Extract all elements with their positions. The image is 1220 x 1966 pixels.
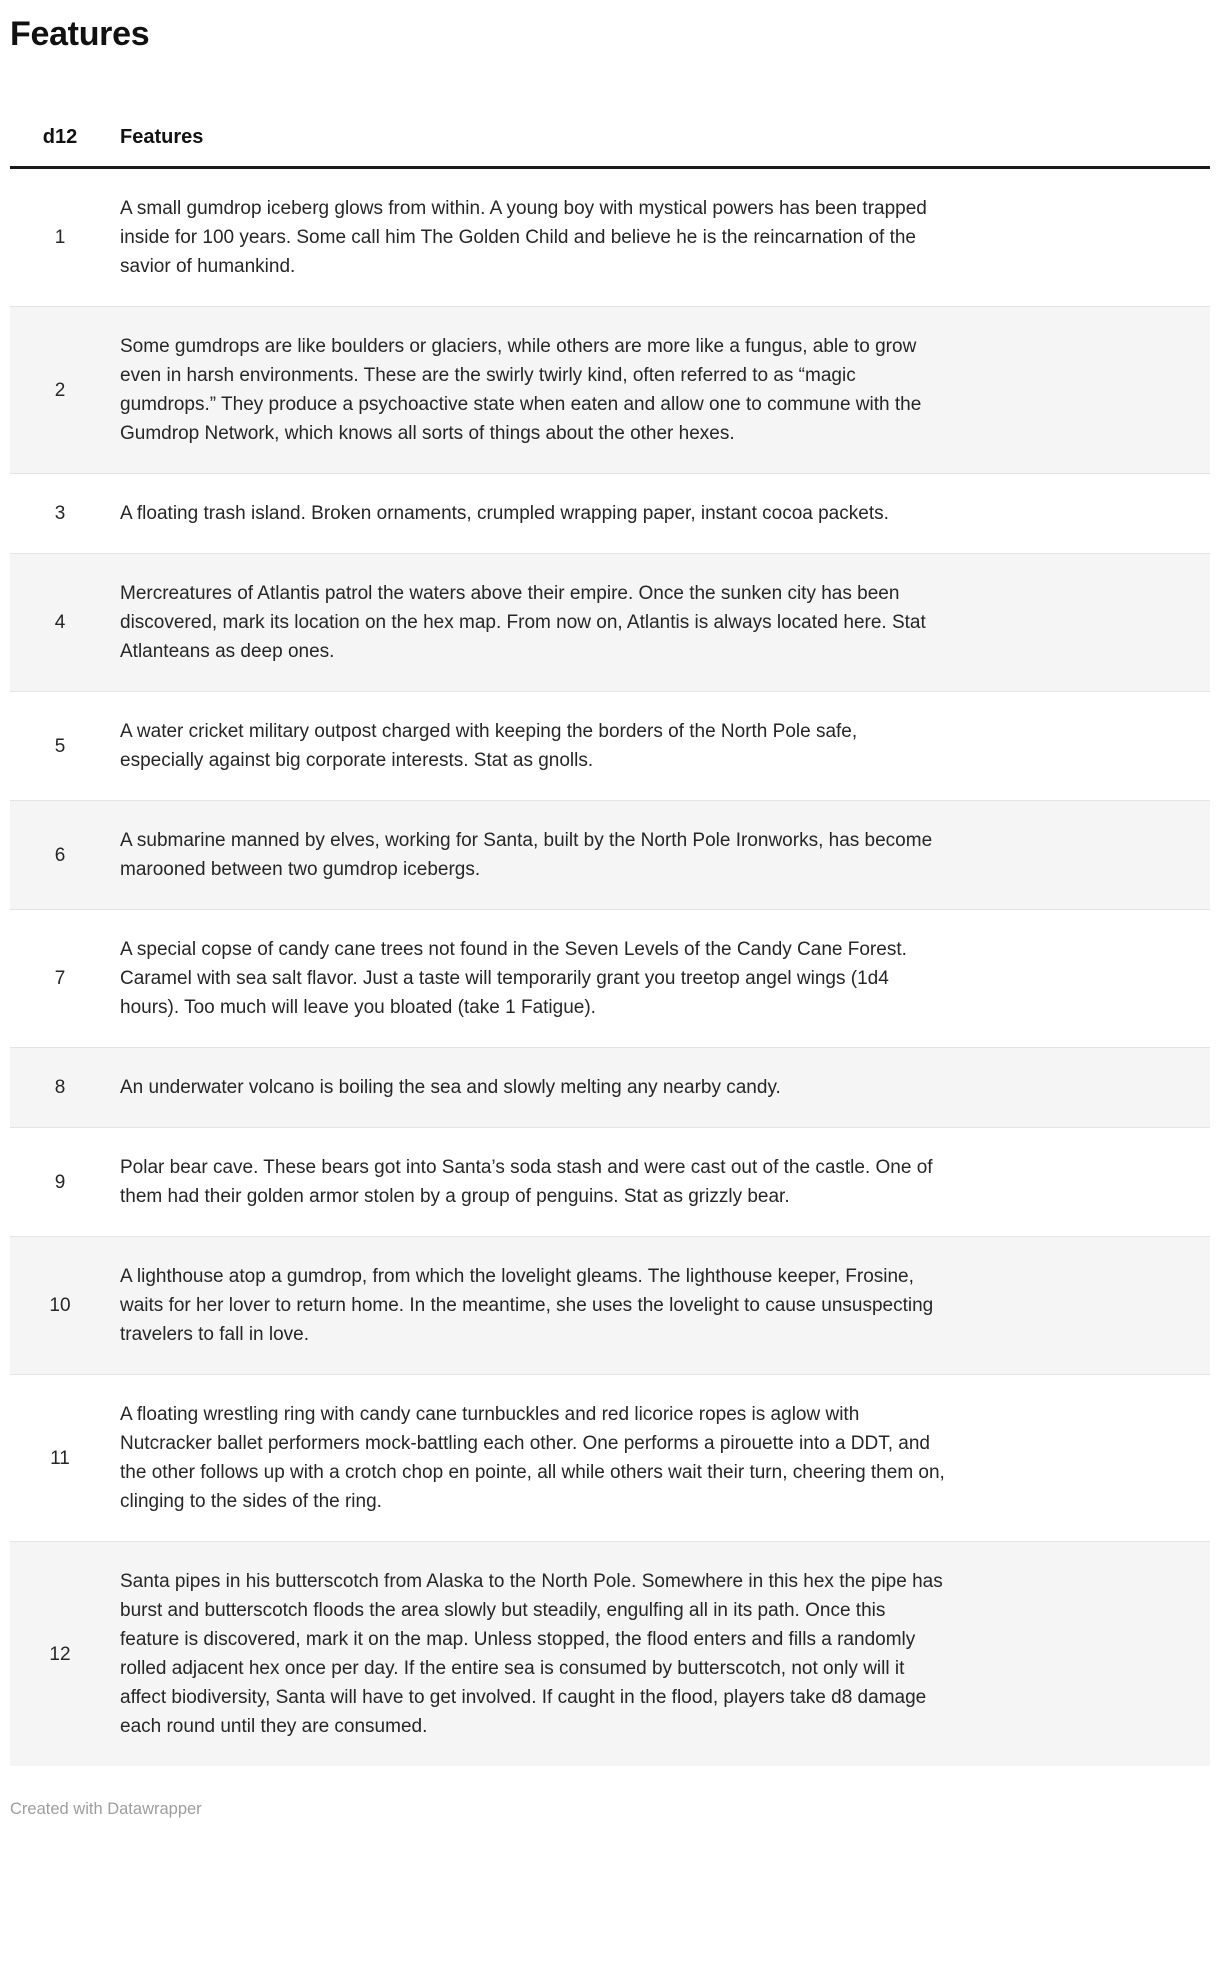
table-row <box>10 692 1210 801</box>
table-row <box>10 1128 1210 1237</box>
table-row <box>10 910 1210 1048</box>
feature-cell: A floating wrestling ring with candy cane turnbuckles and red licorice ropes is aglow with Nutcracker ballet performers mock-battling each other. One performs a pirouette into a DDT, and the other follows up with a crotch chop en pointe, all while others wait their turn, cheering them on, clinging to the sides of the ring. <box>110 1375 1210 1542</box>
feature-cell: A special copse of candy cane trees not found in the Seven Levels of the Candy Cane Forest. Caramel with sea salt flavor. Just a taste will temporarily grant you treetop angel wings (1d4 hours). Too much will leave you bloated (take 1 Fatigue). <box>110 910 1210 1048</box>
footer <box>10 1800 1210 1819</box>
page-title: Features <box>10 15 150 53</box>
feature-cell: A water cricket military outpost charged with keeping the borders of the North Pole safe, especially against big corporate interests. Stat as gnolls. <box>110 692 1210 801</box>
table-row <box>10 307 1210 474</box>
column-header-features: Features <box>110 126 1210 168</box>
table-body <box>10 168 1210 1767</box>
feature-cell: Santa pipes in his butterscotch from Alaska to the North Pole. Somewhere in this hex the pipe has burst and butterscotch floods the area slowly but steadily, engulfing all in its path. Once this feature is discovered, mark it on the map. Unless stopped, the flood enters and fills a randomly rolled adjacent hex once per day. If the entire sea is consumed by butterscotch, not only will it affect biodiversity, Santa will have to get involved. If caught in the flood, players take d8 damage each round until they are consumed. <box>110 1542 1210 1767</box>
die-cell: 11 <box>10 1375 110 1542</box>
die-cell: 8 <box>10 1048 110 1128</box>
feature-cell: Some gumdrops are like boulders or glaciers, while others are more like a fungus, able to grow even in harsh environments. These are the swirly twirly kind, often referred to as “magic gumdrops.” They produce a psychoactive state when eaten and allow one to commune with the Gumdrop Network, which knows all sorts of things about the other hexes. <box>110 307 1210 474</box>
die-cell: 1 <box>54 227 66 248</box>
feature-cell: An underwater volcano is boiling the sea and slowly melting any nearby candy. <box>110 1048 1210 1128</box>
datawrapper-credit-link[interactable]: Created with Datawrapper <box>10 1800 202 1818</box>
feature-cell: A submarine manned by elves, working for Santa, built by the North Pole Ironworks, has become marooned between two gumdrop icebergs. <box>110 801 1210 910</box>
table-row <box>10 1237 1210 1375</box>
table-row <box>10 168 1210 307</box>
table-row <box>10 1542 1210 1767</box>
die-cell: 5 <box>10 692 110 801</box>
table-row <box>10 474 1210 554</box>
header-row <box>10 126 1210 168</box>
table-row <box>10 1375 1210 1542</box>
die-cell: 12 <box>10 1542 110 1767</box>
die-cell: 7 <box>10 910 110 1048</box>
die-cell: 9 <box>10 1128 110 1237</box>
feature-cell: A floating trash island. Broken ornaments, crumpled wrapping paper, instant cocoa packets. <box>110 474 1210 554</box>
feature-cell: Mercreatures of Atlantis patrol the waters above their empire. Once the sunken city has been discovered, mark its location on the hex map. From now on, Atlantis is always located here. Stat Atlanteans as deep ones. <box>110 554 1210 692</box>
die-cell: 2 <box>10 307 110 474</box>
feature-cell: A lighthouse atop a gumdrop, from which the lovelight gleams. The lighthouse keeper, Frosine, waits for her lover to return home. In the meantime, she uses the lovelight to cause unsuspecting travelers to fall in love. <box>110 1237 1210 1375</box>
table-header <box>10 126 1210 168</box>
table-row <box>10 554 1210 692</box>
die-cell: 10 <box>10 1237 110 1375</box>
features-table <box>10 126 1210 1766</box>
feature-cell: A small gumdrop iceberg glows from within. A young boy with mystical powers has been trapped inside for 100 years. Some call him The Golden Child and believe he is the reincarnation of the savior of humankind. <box>120 198 927 277</box>
column-header-d12: d12 <box>10 126 110 168</box>
table-row <box>10 801 1210 910</box>
table-row <box>10 1048 1210 1128</box>
die-cell: 4 <box>10 554 110 692</box>
die-cell: 6 <box>10 801 110 910</box>
feature-cell: Polar bear cave. These bears got into Santa’s soda stash and were cast out of the castle. One of them had their golden armor stolen by a group of penguins. Stat as grizzly bear. <box>110 1128 1210 1237</box>
die-cell: 3 <box>10 474 110 554</box>
